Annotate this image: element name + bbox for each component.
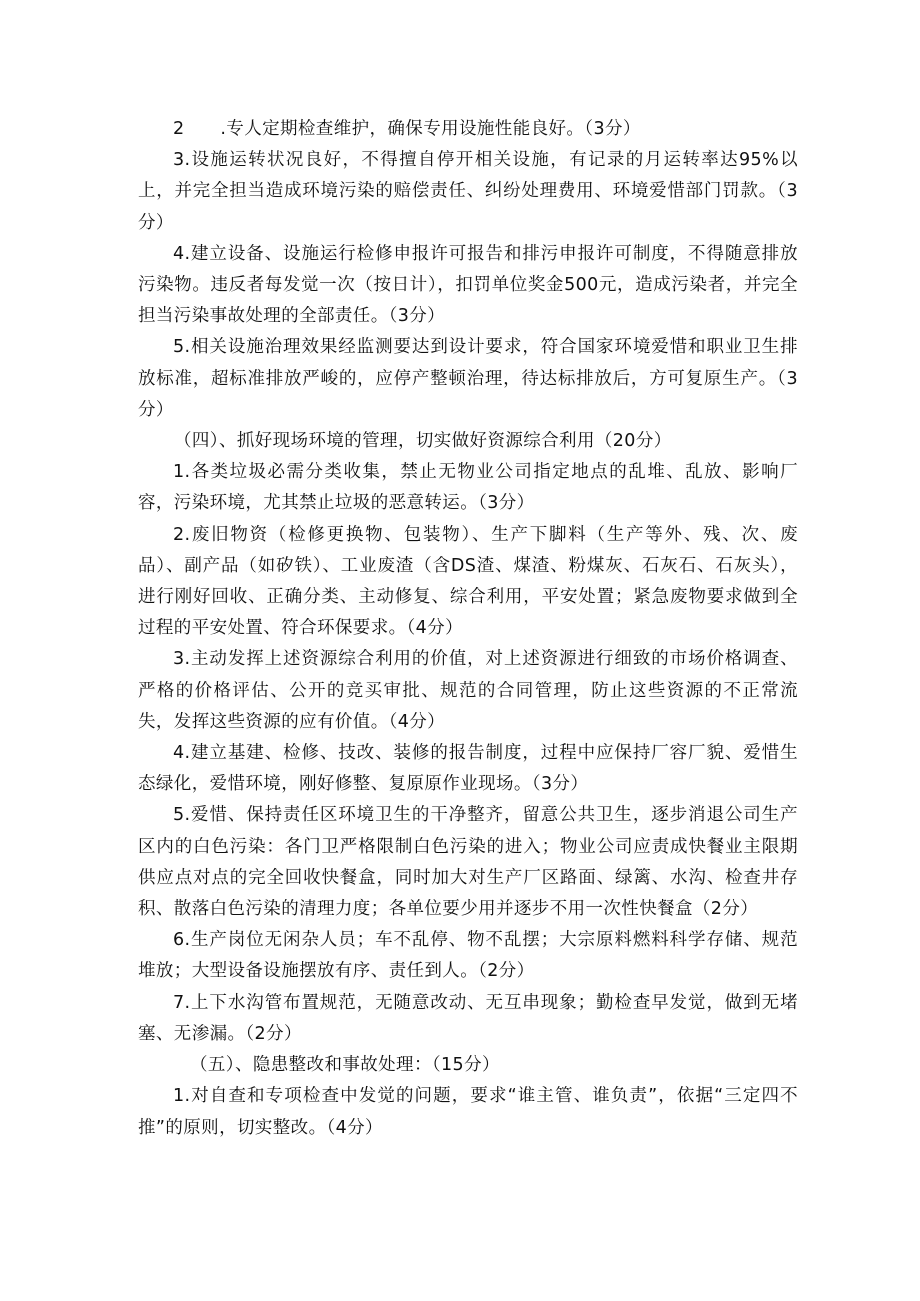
paragraph-item-4-2: 2.废旧物资（检修更换物、包装物）、生产下脚料（生产等外、残、次、废品）、副产品（如矽铁）、工业废渣（含DS渣、煤渣、粉煤灰、石灰石、石灰头），进行刚好回收、正确分类、主动修复、综合利用，平安处置；紧急废物要求做到全过程的平安处置、符合环保要求。（4分）	[138, 524, 798, 639]
paragraph-item-3: 3.设施运转状况良好，不得擅自停开相关设施，有记录的月运转率达95%以上，并完全担当造成环境污染的赔偿责任、纠纷处理费用、环境爱惜部门罚款。（3分）	[138, 150, 798, 233]
paragraph-item-4-6: 6.生产岗位无闲杂人员；车不乱停、物不乱摆；大宗原料燃料科学存储、规范堆放；大型设备设施摆放有序、责任到人。（2分）	[138, 930, 798, 982]
document-body	[138, 114, 798, 1144]
paragraph-item-4-7: 7.上下水沟管布置规范，无随意改动、无互串现象；勤检查早发觉，做到无堵塞、无渗漏。（2分）	[138, 992, 798, 1044]
section-heading-5: （五）、隐患整改和事故处理：（15分）	[190, 1055, 500, 1076]
paragraph-item-4-1: 1.各类垃圾必需分类收集，禁止无物业公司指定地点的乱堆、乱放、影响厂容，污染环境，尤其禁止垃圾的恶意转运。（3分）	[138, 462, 798, 514]
paragraph-item-4: 4.建立设备、设施运行检修申报许可报告和排污申报许可制度，不得随意排放污染物。违反者每发觉一次（按日计），扣罚单位奖金500元，造成污染者，并完全担当污染事故处理的全部责任。（3分）	[138, 243, 798, 327]
paragraph-item-5: 5.相关设施治理效果经监测要达到设计要求，符合国家环境爱惜和职业卫生排放标准，超标准排放严峻的，应停产整顿治理，待达标排放后，方可复原生产。（3分）	[138, 337, 798, 420]
section-heading-4: （四）、抓好现场环境的管理，切实做好资源综合利用（20分）	[174, 431, 672, 452]
paragraph-item-2: 2 .专人定期检查维护，确保专用设施性能良好。（3分）	[173, 119, 641, 139]
paragraph-item-5-1: 1.对自查和专项检查中发觉的问题，要求“谁主管、谁负责”，依据“三定四不推”的原则，切实整改。（4分）	[138, 1086, 798, 1138]
paragraph-item-4-5: 5.爱惜、保持责任区环境卫生的干净整齐，留意公共卫生，逐步消退公司生产区内的白色污染：各门卫严格限制白色污染的进入；物业公司应责成快餐业主限期供应点对点的完全回收快餐盒，同时加大对生产厂区路面、绿篱、水沟、检查井存积、散落白色污染的清理力度；各单位要少用并逐步不用一次性快餐盒（2分）	[138, 805, 798, 920]
paragraph-item-4-4: 4.建立基建、检修、技改、装修的报告制度，过程中应保持厂容厂貌、爱惜生态绿化，爱惜环境，刚好修整、复原原作业现场。（3分）	[138, 743, 798, 795]
paragraph-item-4-3: 3.主动发挥上述资源综合利用的价值，对上述资源进行细致的市场价格调查、严格的价格评估、公开的竞买审批、规范的合同管理，防止这些资源的不正常流失，发挥这些资源的应有价值。（4分）	[138, 649, 798, 732]
